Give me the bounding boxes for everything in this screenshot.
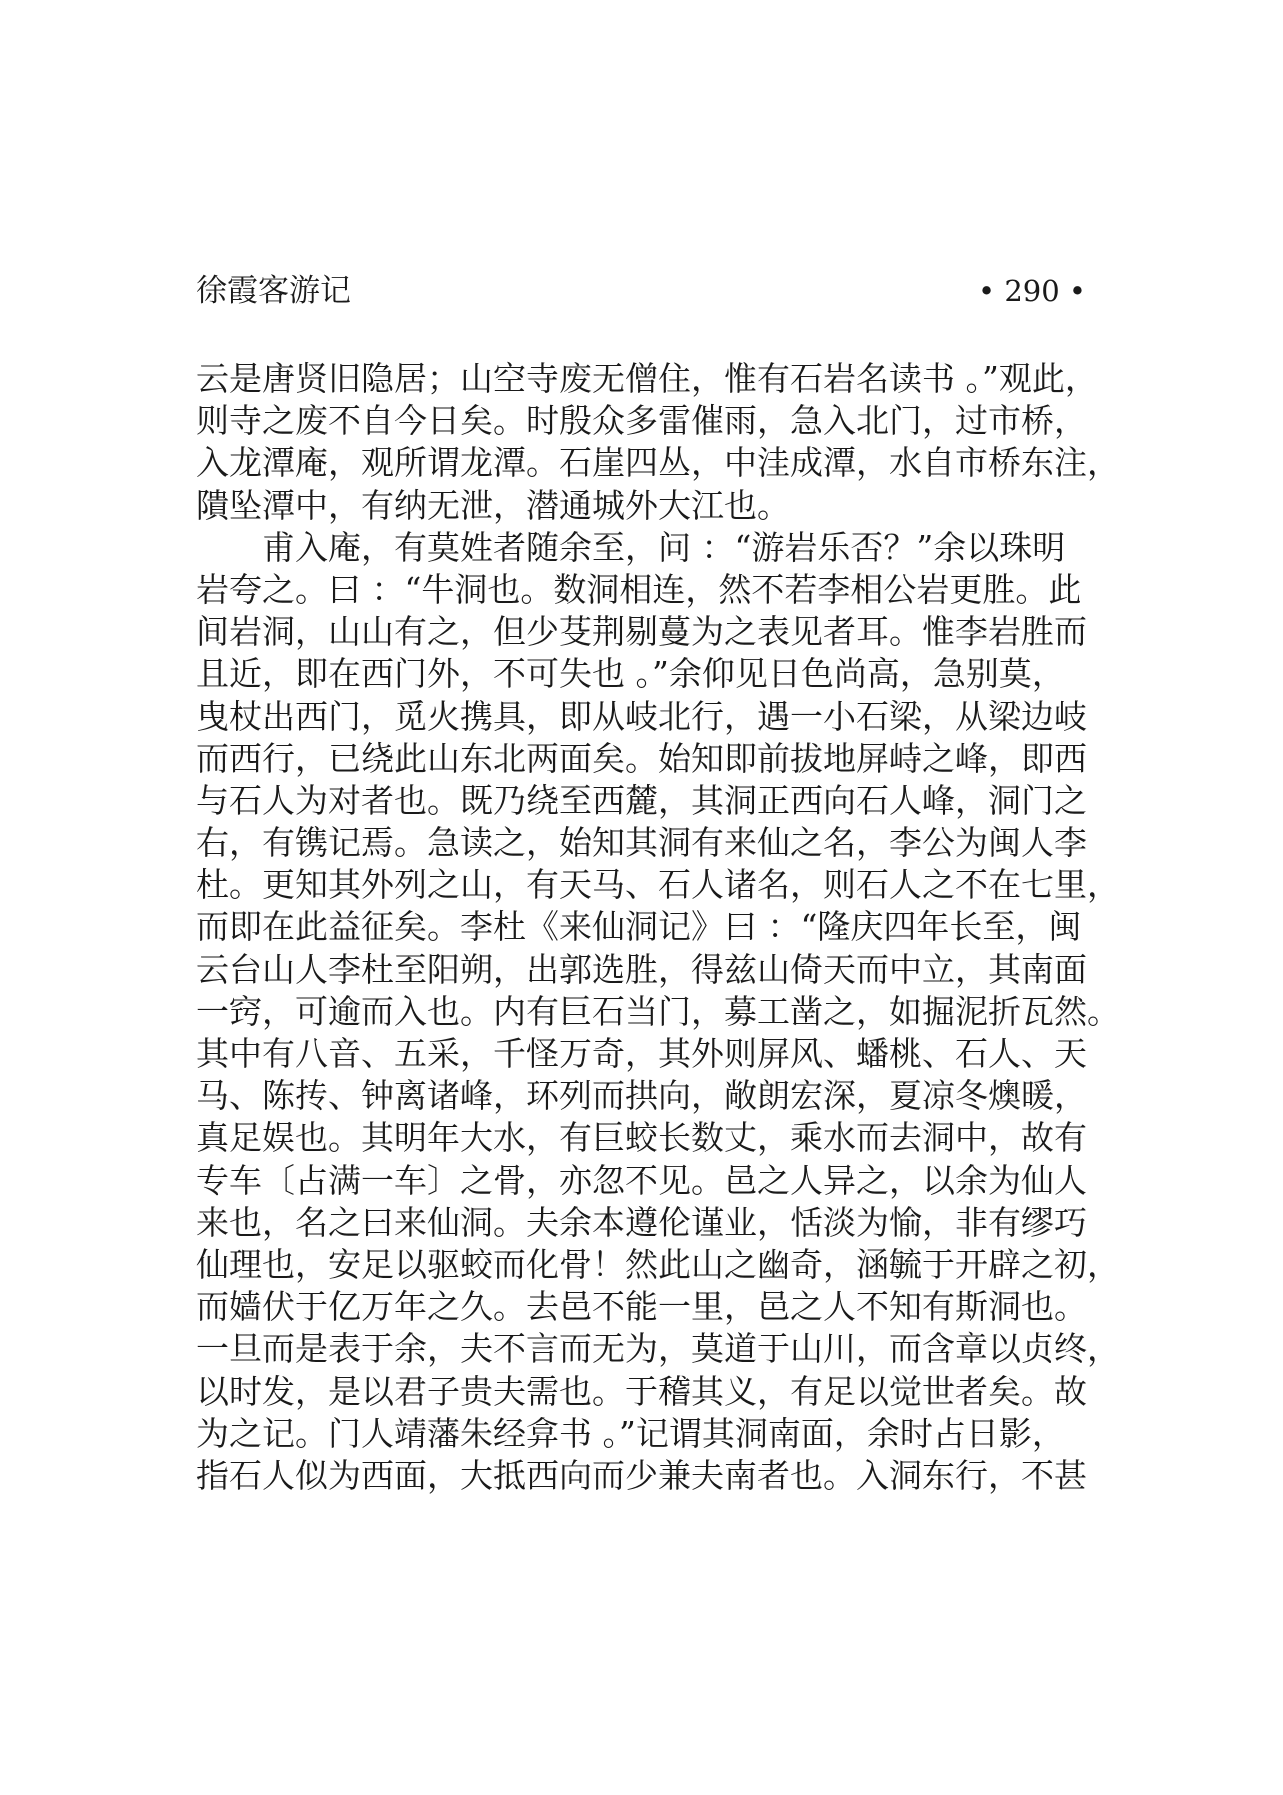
book-title: 徐霞客游记 [196,273,351,309]
text-line: 一旦而是表于余，夫不言而无为，莫道于山川，而含章以贞终， [196,1329,1120,1369]
body-text [196,358,1120,1497]
page-number: • 290 • [978,274,1086,308]
paragraph-start-line: 甫入庵，有莫姓者随余至，问 ：“游岩乐否？”余以珠明 [262,527,1066,567]
text-line: 而嫱伏于亿万年之久。去邑不能一里，邑之人不知有斯洞也。 [196,1287,1087,1327]
text-line: 则寺之废不自今日矣。时殷众多雷催雨，急入北门，过市桥， [196,401,1087,441]
text-line: 且近，即在西门外，不可失也 。”余仰见日色尚高，急别莫， [196,654,1065,694]
text-line: 入龙潭庵，观所谓龙潭。石崖四丛，中洼成潭，水自市桥东注， [196,443,1120,483]
text-line: 指石人似为西面，大抵西向而少兼夫南者也。入洞东行，不甚 [196,1455,1087,1495]
text-line: 而即在此益征矣。李杜《来仙洞记》曰 ：“隆庆四年长至，闽 [196,907,1082,947]
text-line: 而西行，已绕此山东北两面矣。始知即前拔地屏峙之峰，即西 [196,738,1087,778]
text-line: 以时发，是以君子贵夫需也。于稽其义，有足以觉世者矣。故 [196,1371,1087,1411]
text-line: 仙理也，安足以驱蛟而化骨！然此山之幽奇，涵毓于开辟之初， [196,1244,1120,1284]
text-line: 一窍，可逾而入也。内有巨石当门，募工凿之，如掘泥折瓦然。 [196,991,1120,1031]
text-line: 右，有镌记焉。急读之，始知其洞有来仙之名，李公为闽人李 [196,823,1087,863]
text-line: 专车〔占满一车〕之骨，亦忽不见。邑之人异之，以余为仙人 [196,1160,1087,1200]
text-line: 岩夸之。曰 ：“牛洞也。数洞相连，然不若李相公岩更胜。此 [196,569,1082,609]
text-line: 隤坠潭中，有纳无泄，潜通城外大江也。 [196,485,790,525]
text-line: 曳杖出西门，觅火携具，即从岐北行，遇一小石梁，从梁边岐 [196,696,1087,736]
text-line: 与石人为对者也。既乃绕至西麓，其洞正西向石人峰，洞门之 [196,780,1087,820]
text-line: 云台山人李杜至阳朔，出郭选胜，得兹山倚天而中立，其南面 [196,949,1087,989]
text-line: 马、陈抟、钟离诸峰，环列而拱向，敞朗宏深，夏凉冬燠暖， [196,1076,1087,1116]
text-line: 真足娱也。其明年大水，有巨蛟长数丈，乘水而去洞中，故有 [196,1118,1087,1158]
text-line: 其中有八音、五采，千怪万奇，其外则屏风、蟠桃、石人、天 [196,1034,1087,1073]
text-line: 杜。更知其外列之山，有天马、石人诸名，则石人之不在七里， [196,865,1120,905]
text-line: 来也，名之曰来仙洞。夫余本遵伦谨业，恬淡为愉，非有缪巧 [196,1202,1087,1242]
text-line: 间岩洞，山山有之，但少芟荆剔蔓为之表见者耳。惟李岩胜而 [196,612,1087,652]
text-line: 为之记。门人靖藩朱经弇书 。”记谓其洞南面，余时占日影， [196,1413,1065,1453]
text-line: 云是唐贤旧隐居；山空寺废无僧住，惟有石岩名读书 。”观此， [196,359,1098,398]
page-header [196,268,1086,314]
